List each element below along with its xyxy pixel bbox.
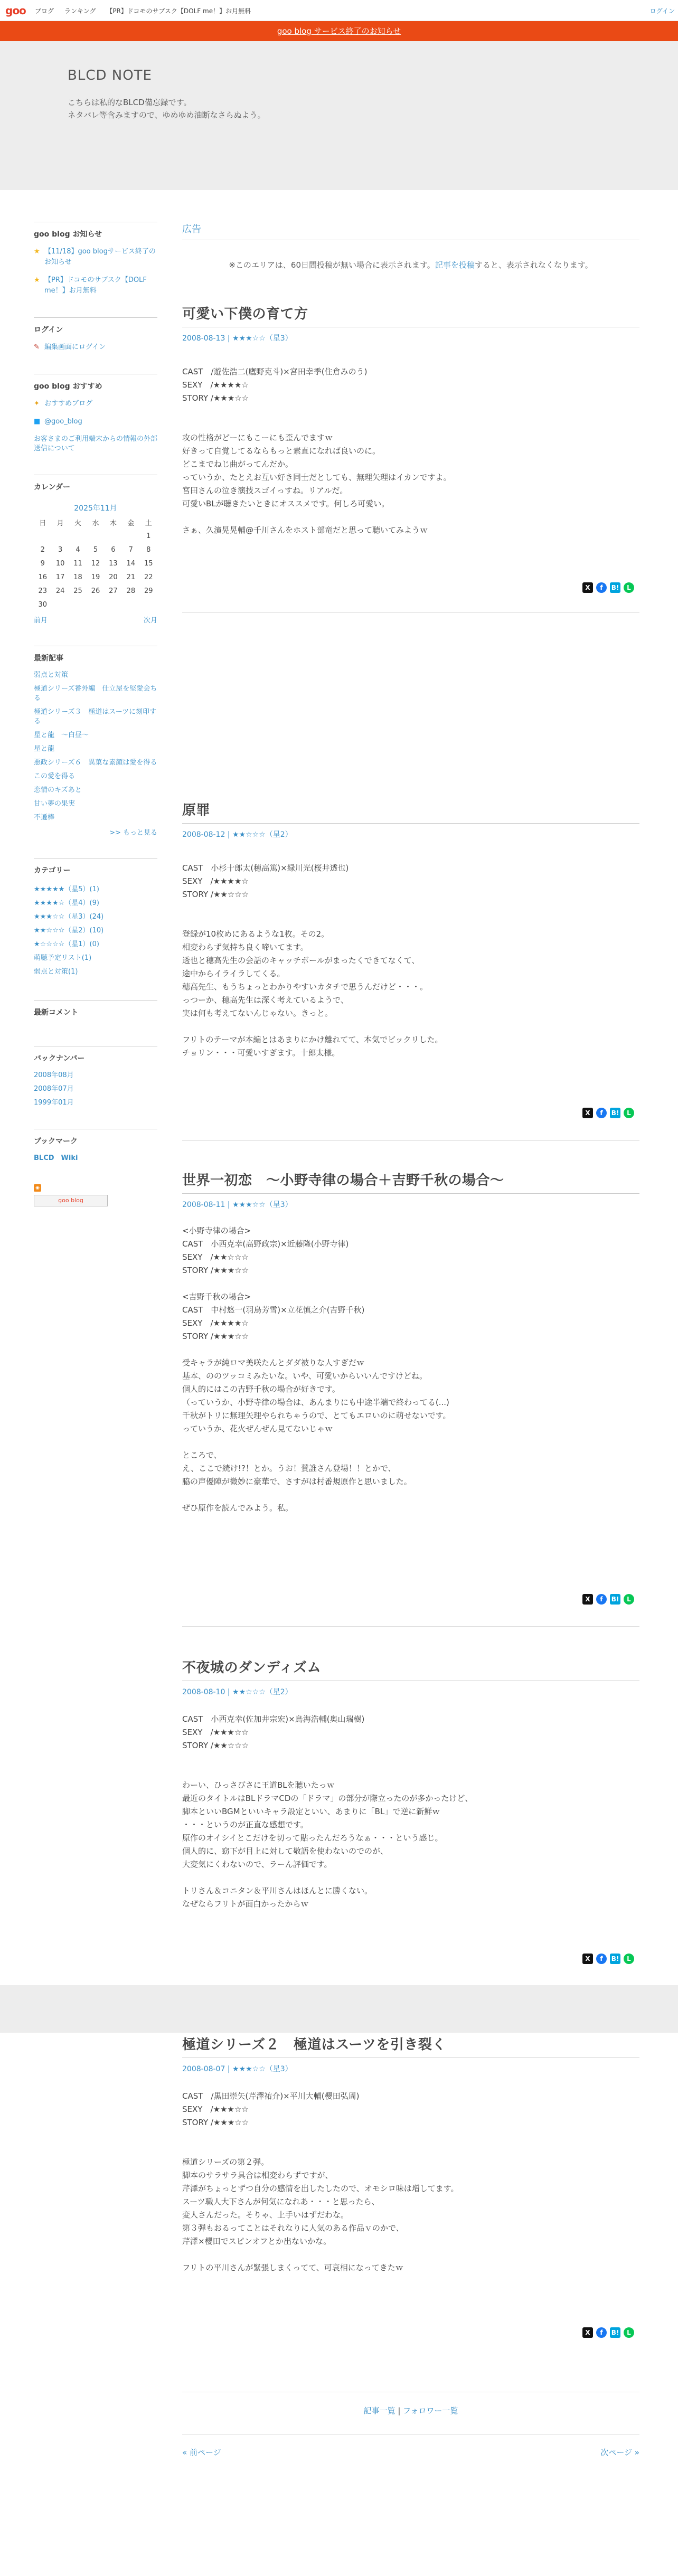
calendar-cell: 28 <box>126 587 136 595</box>
category-stars: ★★★★☆ <box>34 899 65 907</box>
blog-post <box>182 1169 639 1515</box>
category-link[interactable] <box>34 910 157 924</box>
sidebar-heading: 最新コメント <box>34 1000 157 1025</box>
bookmark-link[interactable]: BLCD Wiki <box>34 1154 78 1162</box>
post-body: CAST 小西克幸(佐加井宗宏)×鳥海浩輔(奥山瑞樹) SEXY /★★★☆☆ STORY /★★☆☆☆ わーい、ひっさびさに王道BLを聴いたっｗ 最近のタイトルはBLドラマCDの「ドラマ」の部分が際立ったのが多かったけど、 脚本といいBGMといいキャラ設定といい、あまりに「BL」で逆に新鮮ｗ ・・・というのが正直な感想です。 原作のオイシイとこだけを切って貼ったんだろうなぁ・・・という感じ。 個人的に、窈下が目上に対して敬語を使わないのでのが、 大変気にくわないので、ラーん評価です。 トリさん＆コニタン＆平川さんはほんとに勝くない。 なぜならフリトが面白かったからｗ <box>182 1714 473 1909</box>
backnumber-link[interactable]: 1999年01月 <box>34 1099 74 1107</box>
post-divider <box>182 612 639 613</box>
x-share-icon[interactable]: X <box>582 1954 593 1964</box>
rss-icon[interactable]: ◉ <box>34 1184 41 1192</box>
calendar-day-header: 土 <box>145 519 152 527</box>
sidebar-recent <box>34 646 157 837</box>
ad-note-text: ※このエリアは、60日間投稿が無い場合に表示されます。 <box>229 260 435 270</box>
calendar-cell <box>34 529 51 543</box>
post-body: <小野寺律の場合> CAST 小西克幸(高野政宗)×近藤隆(小野寺律) SEXY /★★☆☆☆ STORY /★★★☆☆ <吉野千秋の場合> CAST 中村悠一(羽鳥芳雪)×立花慎之介(吉野千秋) SEXY /★★★★☆ STORY /★★★☆☆ 受キャラが純ロマ美咲たんとダダ被りな人すぎだｗ 基本、ののツッコミみたいな。いや、可愛いからいいんですけどね。 個人的にはこの吉野千秋の場合が好きです。 （っていうか、小野寺律の場合は、あんまりにも中途半端で終わってる(...) 千秋がトリに無理矢理やられちゃうので、とてもエロいのに萌せないです。 っていうか、花火ぜんぜん見てないじゃｗ ところで、 え、ここで続け!?！とか。うお！賛誰さん登場！！とかで、 脇の声優陣が微妙に豪華で、さすがは村番規原作と思いました。 ぜひ原作を読んでみよう。私。 <box>182 1226 451 1513</box>
hatena-share-icon[interactable]: B! <box>610 1954 620 1964</box>
calendar-cell <box>69 598 87 611</box>
recommend-blog-label: おすすめブログ <box>44 400 93 408</box>
category-label: （星5）(1) <box>64 885 99 893</box>
recent-post-link[interactable]: 甘い夢の果実 <box>34 800 76 808</box>
line-share-icon[interactable]: L <box>624 2327 634 2338</box>
calendar-cell: 11 <box>73 559 82 568</box>
main-content <box>182 222 639 307</box>
sidebar-calendar <box>34 475 157 625</box>
share-buttons <box>582 2327 639 2338</box>
post-divider <box>182 1140 639 1141</box>
calendar-cell: 13 <box>109 559 118 568</box>
calendar-cell: 25 <box>73 587 82 595</box>
post-stars[interactable]: ★★☆☆☆ <box>232 1688 266 1696</box>
notice-item[interactable] <box>34 247 157 268</box>
calendar-cell <box>105 529 122 543</box>
nav-blog[interactable]: ブログ <box>35 7 54 15</box>
calendar-cell: 9 <box>40 559 45 568</box>
post-date[interactable]: 2008-08-13 <box>182 334 225 343</box>
calendar-cell <box>87 598 104 611</box>
x-share-icon[interactable]: X <box>582 2327 593 2338</box>
calendar-day-header: 日 <box>39 519 46 527</box>
line-share-icon[interactable]: L <box>624 1954 634 1964</box>
post-body: CAST 小杉十郎太(穂高篤)×緑川光(桜井透也) SEXY /★★★★☆ STORY /★★☆☆☆ 登録が10枚めにあるような1枚。その2。 相変わらず気持ち良く啼いてます。 透也と穂高先生の会話のキャッチボールがまったくできてなくて、 途中からイライラしてくる。 穂高先生、もうちょっとわかりやすいカタチで思うんだけど・・・。 っつーか、穂高先生は深く考えているようで、 実は何も考えてないんじゃない。きっと。 フリトのテーマが本編とはあまりにかけ離れてて、本気でビックリした。 チョリン・・・可愛いすぎます。十郎太様。 <box>182 863 443 1058</box>
category-stars: ★★☆☆☆ <box>34 927 65 935</box>
category-label: （星1）(0) <box>64 940 99 948</box>
sidebar-login <box>34 317 157 353</box>
recent-post-link[interactable]: 星と龍 <box>34 745 55 753</box>
prev-page-link[interactable]: « 前ページ <box>182 2448 221 2457</box>
post-body: CAST /黒田崇矢(芹澤祐介)×平川大輔(櫻田弘周) SEXY /★★★☆☆ STORY /★★★☆☆ 極道シリーズの第２弾。 脚本のサラサラ具合は相変わらずですが、 芹澤がちょっとずつ自分の感情を出したしたので、オモシロ味は増してます。 スーツ職人大下さんが何気になれあ・・・と思ったら、 変人さんだった。そりゃ、上手いはずだわな。 第３弾もおるってことはそれなりに人気のある作品ｖのかで、 芹澤×櫻田でスピンオフとか出ないかな。 フリトの平川さんが緊張しまくってて、可哀相になってきたｗ <box>182 2091 459 2272</box>
twitter-icon: ■ <box>34 418 41 426</box>
sidebar-backnumber <box>34 1046 157 1108</box>
sidebar-category <box>34 858 157 979</box>
blog-post <box>182 1657 639 1911</box>
facebook-share-icon[interactable]: f <box>596 582 607 593</box>
category-link[interactable] <box>34 951 157 965</box>
calendar-cell: 10 <box>55 559 65 568</box>
calendar-cell <box>51 529 69 543</box>
facebook-share-icon[interactable]: f <box>596 1108 607 1118</box>
x-share-icon[interactable]: X <box>582 1594 593 1605</box>
calendar-next-link[interactable]: 次月 <box>143 617 157 625</box>
blog-desc-line-2: ネタバレ等含みますので、ゆめゆめ油断なさらぬよう。 <box>68 110 266 120</box>
sidebar-heading: カレンダー <box>34 475 157 499</box>
recommend-blog-link[interactable] <box>34 399 157 409</box>
calendar-day-header: 火 <box>74 519 82 527</box>
category-stars: ★★★☆☆ <box>34 913 65 921</box>
calendar-cell <box>69 529 87 543</box>
post-category[interactable]: （星3） <box>265 2065 293 2073</box>
category-link[interactable] <box>34 883 157 897</box>
sidebar-heading: 最新記事 <box>34 646 157 671</box>
line-share-icon[interactable]: L <box>624 1594 634 1605</box>
calendar-nav <box>34 615 157 625</box>
category-link[interactable] <box>34 938 157 951</box>
post-stars[interactable]: ★★★☆☆ <box>232 334 266 343</box>
recent-post-link[interactable]: 極道シリーズ３ 極道はスーツに刻印する <box>34 708 157 725</box>
follower-list-link[interactable]: フォロワー一覧 <box>403 2406 458 2415</box>
post-title[interactable]: 可愛い下僕の育て方 <box>182 303 639 327</box>
top-nav <box>35 6 259 15</box>
goo-logo[interactable]: goo <box>5 4 26 17</box>
post-date[interactable]: 2008-08-11 <box>182 1201 225 1209</box>
calendar-cell: 4 <box>76 545 80 554</box>
calendar-cell <box>51 598 69 611</box>
post-stars[interactable]: ★★★☆☆ <box>232 2065 266 2073</box>
calendar-title[interactable]: 2025年11月 <box>74 504 117 513</box>
category-label: 弱点と対策(1) <box>34 968 78 976</box>
category-link[interactable] <box>34 924 157 938</box>
calendar-cell: 21 <box>126 573 136 581</box>
hatena-share-icon[interactable]: B! <box>610 582 620 593</box>
recent-post-link[interactable]: 不遜棒 <box>34 814 55 822</box>
post-date[interactable]: 2008-08-12 <box>182 831 225 839</box>
blog-post <box>182 2034 639 2275</box>
post-meta: 2008-08-13 | ★★★☆☆（星3） <box>182 334 293 343</box>
backnumber-link[interactable]: 2008年08月 <box>34 1071 74 1079</box>
calendar-cell <box>105 598 122 611</box>
post-category[interactable]: （星2） <box>265 831 293 839</box>
recent-post-link[interactable]: この愛を得る <box>34 772 76 780</box>
post-stars[interactable]: ★★★☆☆ <box>232 1201 266 1209</box>
calendar-cell: 6 <box>111 545 116 554</box>
calendar-day-header: 金 <box>127 519 135 527</box>
post-category[interactable]: （星3） <box>265 1201 293 1209</box>
blog-description <box>68 96 266 121</box>
facebook-share-icon[interactable]: f <box>596 1954 607 1964</box>
category-link[interactable] <box>34 897 157 910</box>
post-meta: 2008-08-11 | ★★★☆☆（星3） <box>182 1201 293 1209</box>
facebook-share-icon[interactable]: f <box>596 1594 607 1605</box>
recent-more-link[interactable]: >> もっと見る <box>109 829 157 837</box>
post-body: CAST /遊佐浩二(鷹野克斗)×宮田幸季(住倉みのう) SEXY /★★★★☆ STORY /★★★☆☆ 攻の性格がどーにもこーにも歪んでますｗ 好きって自覚してるならもっと素直になれば良いのに。 どこまでねじ曲がってんだか。 っていうか、たとえお互い好き同士だとしても、無理矢理はイカンですよ。 宮田さんの泣き演技スゴイっすね。リアルだ。 可愛いBLが聴きたいときにオススメです。何しろ可愛い。 さぁ、久濱晃晃輔@千川さんをホスト部竜だと思って聴いてみようｗ <box>182 367 451 535</box>
sidebar-heading: カテゴリー <box>34 858 157 883</box>
calendar-cell: 16 <box>38 573 47 581</box>
calendar-cell: 26 <box>91 587 100 595</box>
sidebar-heading: ログイン <box>34 317 157 342</box>
sparkle-icon: ✦ <box>34 400 40 408</box>
rss-area <box>34 1184 157 1206</box>
line-share-icon[interactable]: L <box>624 1108 634 1118</box>
ad-note-text: すると、表示されなくなります。 <box>474 260 593 270</box>
twitter-label: @goo_blog <box>44 418 82 426</box>
facebook-share-icon[interactable]: f <box>596 2327 607 2338</box>
sidebar-comments <box>34 1000 157 1025</box>
sidebar-heading: goo blog お知らせ <box>34 222 157 247</box>
notice-item-label: 【PR】ドコモのサブスク【DOLF me！】お月無料 <box>44 276 147 295</box>
star-icon: ★ <box>34 248 40 256</box>
calendar-prev-link[interactable]: 前月 <box>34 617 48 625</box>
calendar-cell: 23 <box>38 587 47 595</box>
blog-desc-line-1: こちらは私的なBLCD備忘録です。 <box>68 98 192 107</box>
login-link[interactable]: ログイン <box>649 7 675 15</box>
post-date[interactable]: 2008-08-07 <box>182 2065 225 2073</box>
calendar-day-header: 水 <box>92 519 99 527</box>
nav-pr[interactable]: 【PR】ドコモのサブスク【DOLF me！】お月無料 <box>106 7 251 15</box>
pencil-icon: ✎ <box>34 343 40 351</box>
blog-post <box>182 303 639 537</box>
hatena-share-icon[interactable]: B! <box>610 2327 620 2338</box>
category-label: 萌聴予定リスト(1) <box>34 954 92 962</box>
post-title[interactable]: 世界一初恋 〜小野寺律の場合＋吉野千秋の場合〜 <box>182 1169 639 1194</box>
post-category[interactable]: （星2） <box>265 1688 293 1696</box>
post-stars[interactable]: ★★☆☆☆ <box>232 831 266 839</box>
x-share-icon[interactable]: X <box>582 1108 593 1118</box>
calendar-cell: 24 <box>55 587 65 595</box>
calendar-cell: 22 <box>144 573 153 581</box>
calendar-day-header: 月 <box>56 519 64 527</box>
edit-login-label: 編集画面にログイン <box>44 343 106 351</box>
notice-item-label: 【11/18】goo blogサービス終了のお知らせ <box>44 248 156 266</box>
recent-post-link[interactable]: 星と龍 〜白昼〜 <box>34 731 89 739</box>
post-divider <box>182 1626 639 1627</box>
notice-bar <box>0 21 678 41</box>
calendar-cell: 30 <box>38 600 47 609</box>
external-info-link[interactable]: お客さまのご利用端末からの情報の外部送信について <box>34 435 158 452</box>
x-share-icon[interactable]: X <box>582 582 593 593</box>
share-buttons <box>582 1594 639 1605</box>
sidebar <box>34 222 157 1228</box>
category-stars: ★★★★★ <box>34 885 65 893</box>
calendar-cell: 12 <box>91 559 100 568</box>
category-label: （星3）(24) <box>64 913 104 921</box>
recent-post-link[interactable]: 悪政シリーズ６ 異菓な素顔は愛を得る <box>34 759 157 767</box>
article-list-link[interactable]: 記事一覧 <box>363 2406 396 2415</box>
calendar-cell: 7 <box>128 545 133 554</box>
edit-login-link[interactable] <box>34 342 157 353</box>
post-article-link[interactable]: 記事を投稿 <box>435 260 475 270</box>
calendar-cell: 15 <box>144 559 153 568</box>
calendar-cell <box>122 598 139 611</box>
category-link[interactable] <box>34 965 157 979</box>
nav-ranking[interactable]: ランキング <box>64 7 96 15</box>
calendar-day-header: 木 <box>109 519 117 527</box>
category-label: （星4）(9) <box>64 899 99 907</box>
post-meta: 2008-08-10 | ★★☆☆☆（星2） <box>182 1688 293 1696</box>
category-stars: ★☆☆☆☆ <box>34 940 65 948</box>
ad-heading: 広告 <box>182 222 639 240</box>
footer-separator: | <box>395 2406 403 2415</box>
calendar-cell <box>140 598 157 611</box>
post-meta: 2008-08-07 | ★★★☆☆（星3） <box>182 2065 293 2073</box>
blog-post <box>182 799 639 1060</box>
share-buttons <box>582 1954 639 1964</box>
service-end-link[interactable]: goo blog サービス終了のお知らせ <box>277 26 401 36</box>
next-page-link[interactable]: 次ページ » <box>600 2448 639 2457</box>
top-bar <box>0 0 678 21</box>
calendar-cell: 8 <box>146 545 151 554</box>
line-share-icon[interactable]: L <box>624 582 634 593</box>
calendar-cell: 19 <box>91 573 100 581</box>
share-buttons <box>582 1108 639 1118</box>
calendar-cell: 17 <box>55 573 65 581</box>
sidebar-heading: goo blog おすすめ <box>34 374 157 399</box>
calendar-cell: 18 <box>73 573 82 581</box>
post-title[interactable]: 極道シリーズ２ 極道はスーツを引き裂く <box>182 2034 639 2058</box>
calendar-cell <box>122 529 139 543</box>
hatena-share-icon[interactable]: B! <box>610 1594 620 1605</box>
post-meta: 2008-08-12 | ★★☆☆☆（星2） <box>182 831 293 839</box>
notice-item[interactable] <box>34 275 157 296</box>
calendar-cell: 29 <box>144 587 153 595</box>
sidebar-notice <box>34 222 157 296</box>
sidebar-recommend <box>34 374 157 454</box>
hatena-share-icon[interactable]: B! <box>610 1108 620 1118</box>
post-title[interactable]: 不夜城のダンディズム <box>182 1657 639 1681</box>
calendar-table <box>34 515 157 611</box>
twitter-link[interactable] <box>34 417 157 427</box>
calendar-cell <box>87 529 104 543</box>
blog-title[interactable]: BLCD NOTE <box>68 68 152 83</box>
post-date[interactable]: 2008-08-10 <box>182 1688 225 1696</box>
sidebar-bookmark <box>34 1129 157 1206</box>
recent-post-link[interactable]: 極道シリーズ番外編 仕立屋を堅愛会ちる <box>34 685 157 702</box>
calendar-cell: 5 <box>93 545 98 554</box>
category-label: （星2）(10) <box>64 927 104 935</box>
calendar-cell: 2 <box>40 545 45 554</box>
footer-links <box>182 2405 639 2416</box>
ad-note <box>182 259 639 270</box>
calendar-cell: 20 <box>109 573 118 581</box>
star-icon: ★ <box>34 276 40 284</box>
goo-blog-badge[interactable]: goo blog <box>34 1195 108 1206</box>
sidebar-heading: ブックマーク <box>34 1129 157 1154</box>
post-category[interactable]: （星3） <box>265 334 293 343</box>
backnumber-link[interactable]: 2008年07月 <box>34 1085 74 1093</box>
calendar-cell: 27 <box>109 587 118 595</box>
gray-band <box>0 1985 678 2033</box>
recent-post-link[interactable]: 弱点と対策 <box>34 671 69 679</box>
sidebar-heading: バックナンバー <box>34 1046 157 1071</box>
calendar-cell: 14 <box>126 559 136 568</box>
calendar-cell: 1 <box>146 532 151 540</box>
recent-post-link[interactable]: 恋情のキズあと <box>34 786 82 794</box>
footer-divider <box>182 2434 639 2435</box>
share-buttons <box>582 582 639 593</box>
post-title[interactable]: 原罪 <box>182 799 639 824</box>
calendar-cell: 3 <box>58 545 63 554</box>
